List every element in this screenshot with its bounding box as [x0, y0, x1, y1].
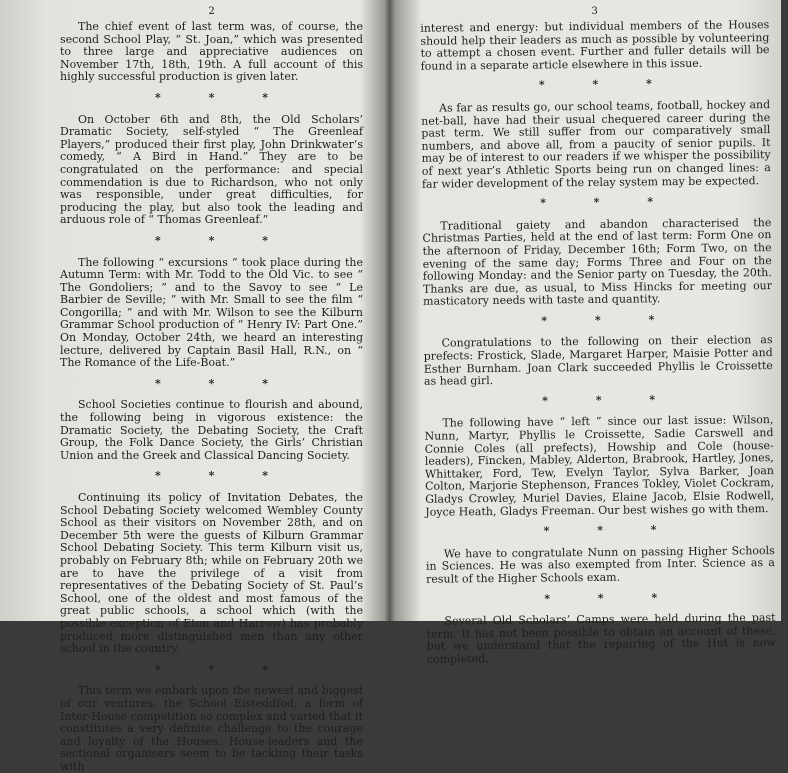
- section-separator: * * *: [155, 376, 290, 390]
- paragraph-excursions: The following “ excursions ” took place during the Autumn Term: with Mr. Todd to the Old Vic. to see “ The Gondoliers; ” and to the Savoy to see “ Le Barbier de Seville; ” with Mr. Small to see the film “ Congorilla; ” and with Mr. Wilson to see the Kilburn Grammar School production of “ Henry IV: Part One.” On Monday, October 24th, we heard an interesting lecture, delivered by Captain Basil Hall, R.N., on “ The Romance of the Life-Boat.”: [60, 255, 363, 370]
- section-separator: * * *: [538, 77, 674, 92]
- paragraph-school-play: The chief event of last term was, of course, the second School Play, “ St. Joan,” which was presented to three large and appreciative audiences on November 17th, 18th, 19th. A full account of this highly successful production is given later.: [60, 20, 363, 84]
- paragraph-eisteddfod: This term we embark upon the newest and biggest of our ventures, the School Eisteddfod, a form of Inter-House competition so complex and varied that it constitutes a very definite challenge to the courage and loyalty of the Houses. House-leaders and the sectional organisers seem to be tackling their tasks with: [60, 684, 363, 773]
- section-separator: * * *: [542, 392, 678, 408]
- paragraph-christmas-parties: Traditional gaiety and abandon characterised the Christmas Parties, held at the end of last term: Form One on the afternoon of Friday, December 16th; Form Two, on the evening of the same day; Forms Three and Four on the following Monday: and the Senior party on Tuesday, the 20th. Thanks are due, as usual, to Miss Hincks for meeting our masticatory needs with taste and quantity.: [422, 215, 773, 309]
- paragraph-leavers: The following have “ left ” since our last issue: Wilson, Nunn, Martyr, Phyllis le Croissette, Sadie Carswell and Connie Coles (all prefects), Howship and Cole (house-leaders), Fincken, Mabley, Alderton, Brabrook, Hartley, Jones, Whittaker, Ford, Tew, Evelyn Taylor, Sylva Barker, Joan Colton, Marjorie Stephenson, Frances Tokley, Violet Cockram, Gladys Crowley, Muriel Davies, Elaine Jacob, Elsie Rodwell, Joyce Heath, Gladys Freeman. Our best wishes go with them.: [424, 413, 775, 519]
- section-separator: * * *: [540, 195, 676, 210]
- section-separator: * * *: [544, 590, 680, 606]
- page-number: 2: [208, 6, 215, 17]
- paragraph-higher-schools: We have to congratulate Nunn on passing Higher Schools in Sciences. He was also exempted from Inter. Science as a result of the Higher Schools exam.: [425, 543, 775, 586]
- section-separator: * * *: [543, 523, 679, 538]
- paragraph-eisteddfod-continued: interest and energy: but individual members of the Houses should help their leaders as much as possible by volunteering to attempt a chosen event. Further and fuller details will be found in a separate article elsewhere in this issue.: [420, 18, 770, 73]
- paragraph-school-societies: School Societies continue to flourish and abound, the following being in vigorous existence: the Dramatic Society, the Debating Society, the Craft Group, the Folk Dance Society, the Girls’ Christian Union and the Greek and Classical Dancing Society.: [60, 398, 363, 462]
- page-number: 3: [591, 5, 598, 17]
- paragraph-old-scholars-camps: Several Old Scholars’ Camps were held during the past term. It has not been possible to obtain an account of these, but we understand that the repairing of the Hut is now completed.: [426, 611, 776, 666]
- section-separator: * * *: [541, 312, 677, 328]
- section-separator: * * *: [155, 233, 290, 247]
- paragraph-invitation-debates: Continuing its policy of Invitation Debates, the School Debating Society welcomed Wembley County School as their visitors on November 28th, and on December 5th were the guests of Kilburn Grammar School Debating Society. This term Kilburn visit us, probably on February 8th; while on February 20th we are to have the privilege of a visit from representatives of the Debating Society of St. Paul’s School, one of the oldest and most famous of the great public schools, a school which (with the possible exception of Eton and Harrow) has probably produced more distinguished men than any other school in the country.: [60, 491, 363, 656]
- section-separator: * * *: [155, 469, 290, 483]
- paragraph-old-scholars-dramatic: On October 6th and 8th, the Old Scholars’ Dramatic Society, self-styled “ The Greenleaf Players,” produced their first play, John Drinkwater’s comedy, “ A Bird in Hand.” They are to be congratulated on the performance: and special commendation is due to Richardson, who not only was responsible, under great difficulties, for producing the play, but also took the leading and arduous role of “ Thomas Greenleaf.”: [60, 112, 363, 227]
- section-separator: * * *: [155, 662, 290, 676]
- left-page: [0, 0, 381, 773]
- section-separator: * * *: [155, 90, 290, 104]
- paragraph-prefects: Congratulations to the following on their election as prefects: Frostick, Slade, Margaret Harper, Maisie Potter and Esther Burnham. Joan Clark succeeded Phyllis le Croissette as head girl.: [423, 333, 773, 388]
- right-page: [392, 0, 787, 666]
- paragraph-sports-results: As far as results go, our school teams, football, hockey and net-ball, have had their usual chequered career during the past term. We still suffer from our comparatively small numbers, and above all, from a paucity of senior pupils. It may be of interest to our readers if we whisper the possibility of next year’s Athletic Sports being run on changed lines: a far wider development of the relay system may be expected.: [421, 98, 771, 191]
